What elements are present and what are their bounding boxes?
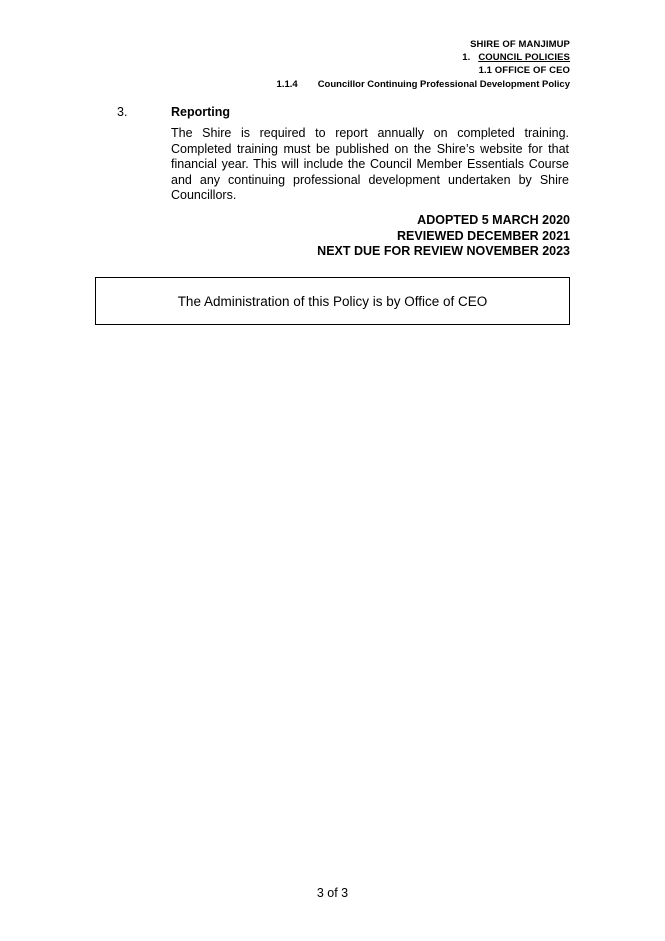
header-policy-number: 1.1.4 — [276, 79, 298, 90]
header-policy-title: Councillor Continuing Professional Development Policy — [317, 79, 570, 90]
next-review-date: NEXT DUE FOR REVIEW NOVEMBER 2023 — [317, 244, 570, 258]
adopted-date: ADOPTED 5 MARCH 2020 — [417, 213, 570, 227]
administration-box — [95, 277, 570, 325]
header-section-title: COUNCIL POLICIES — [478, 52, 570, 63]
section-reporting — [95, 105, 570, 204]
header-section — [95, 51, 570, 64]
section-body-text: The Shire is required to report annually on completed training. Completed training must be published on the Shire’s website for that financial year. This will include the Council Member Essentials Course and any continuing professional development undertaken by Shire Councillors. — [171, 126, 569, 203]
header-subsection: 1.1 OFFICE OF CEO — [478, 65, 570, 76]
page-footer — [0, 886, 665, 900]
section-number: 3. — [117, 105, 128, 119]
administration-box-text: The Administration of this Policy is by Office of CEO — [177, 293, 488, 309]
section-title: Reporting — [171, 105, 231, 119]
document-header — [95, 38, 570, 91]
reviewed-date: REVIEWED DECEMBER 2021 — [397, 228, 570, 243]
page-number: 3 of 3 — [316, 886, 349, 900]
header-section-number: 1. — [462, 52, 471, 63]
header-policy — [95, 78, 570, 91]
section-heading — [95, 105, 570, 123]
header-organisation: SHIRE OF MANJIMUP — [470, 39, 570, 50]
adoption-block — [95, 213, 570, 260]
